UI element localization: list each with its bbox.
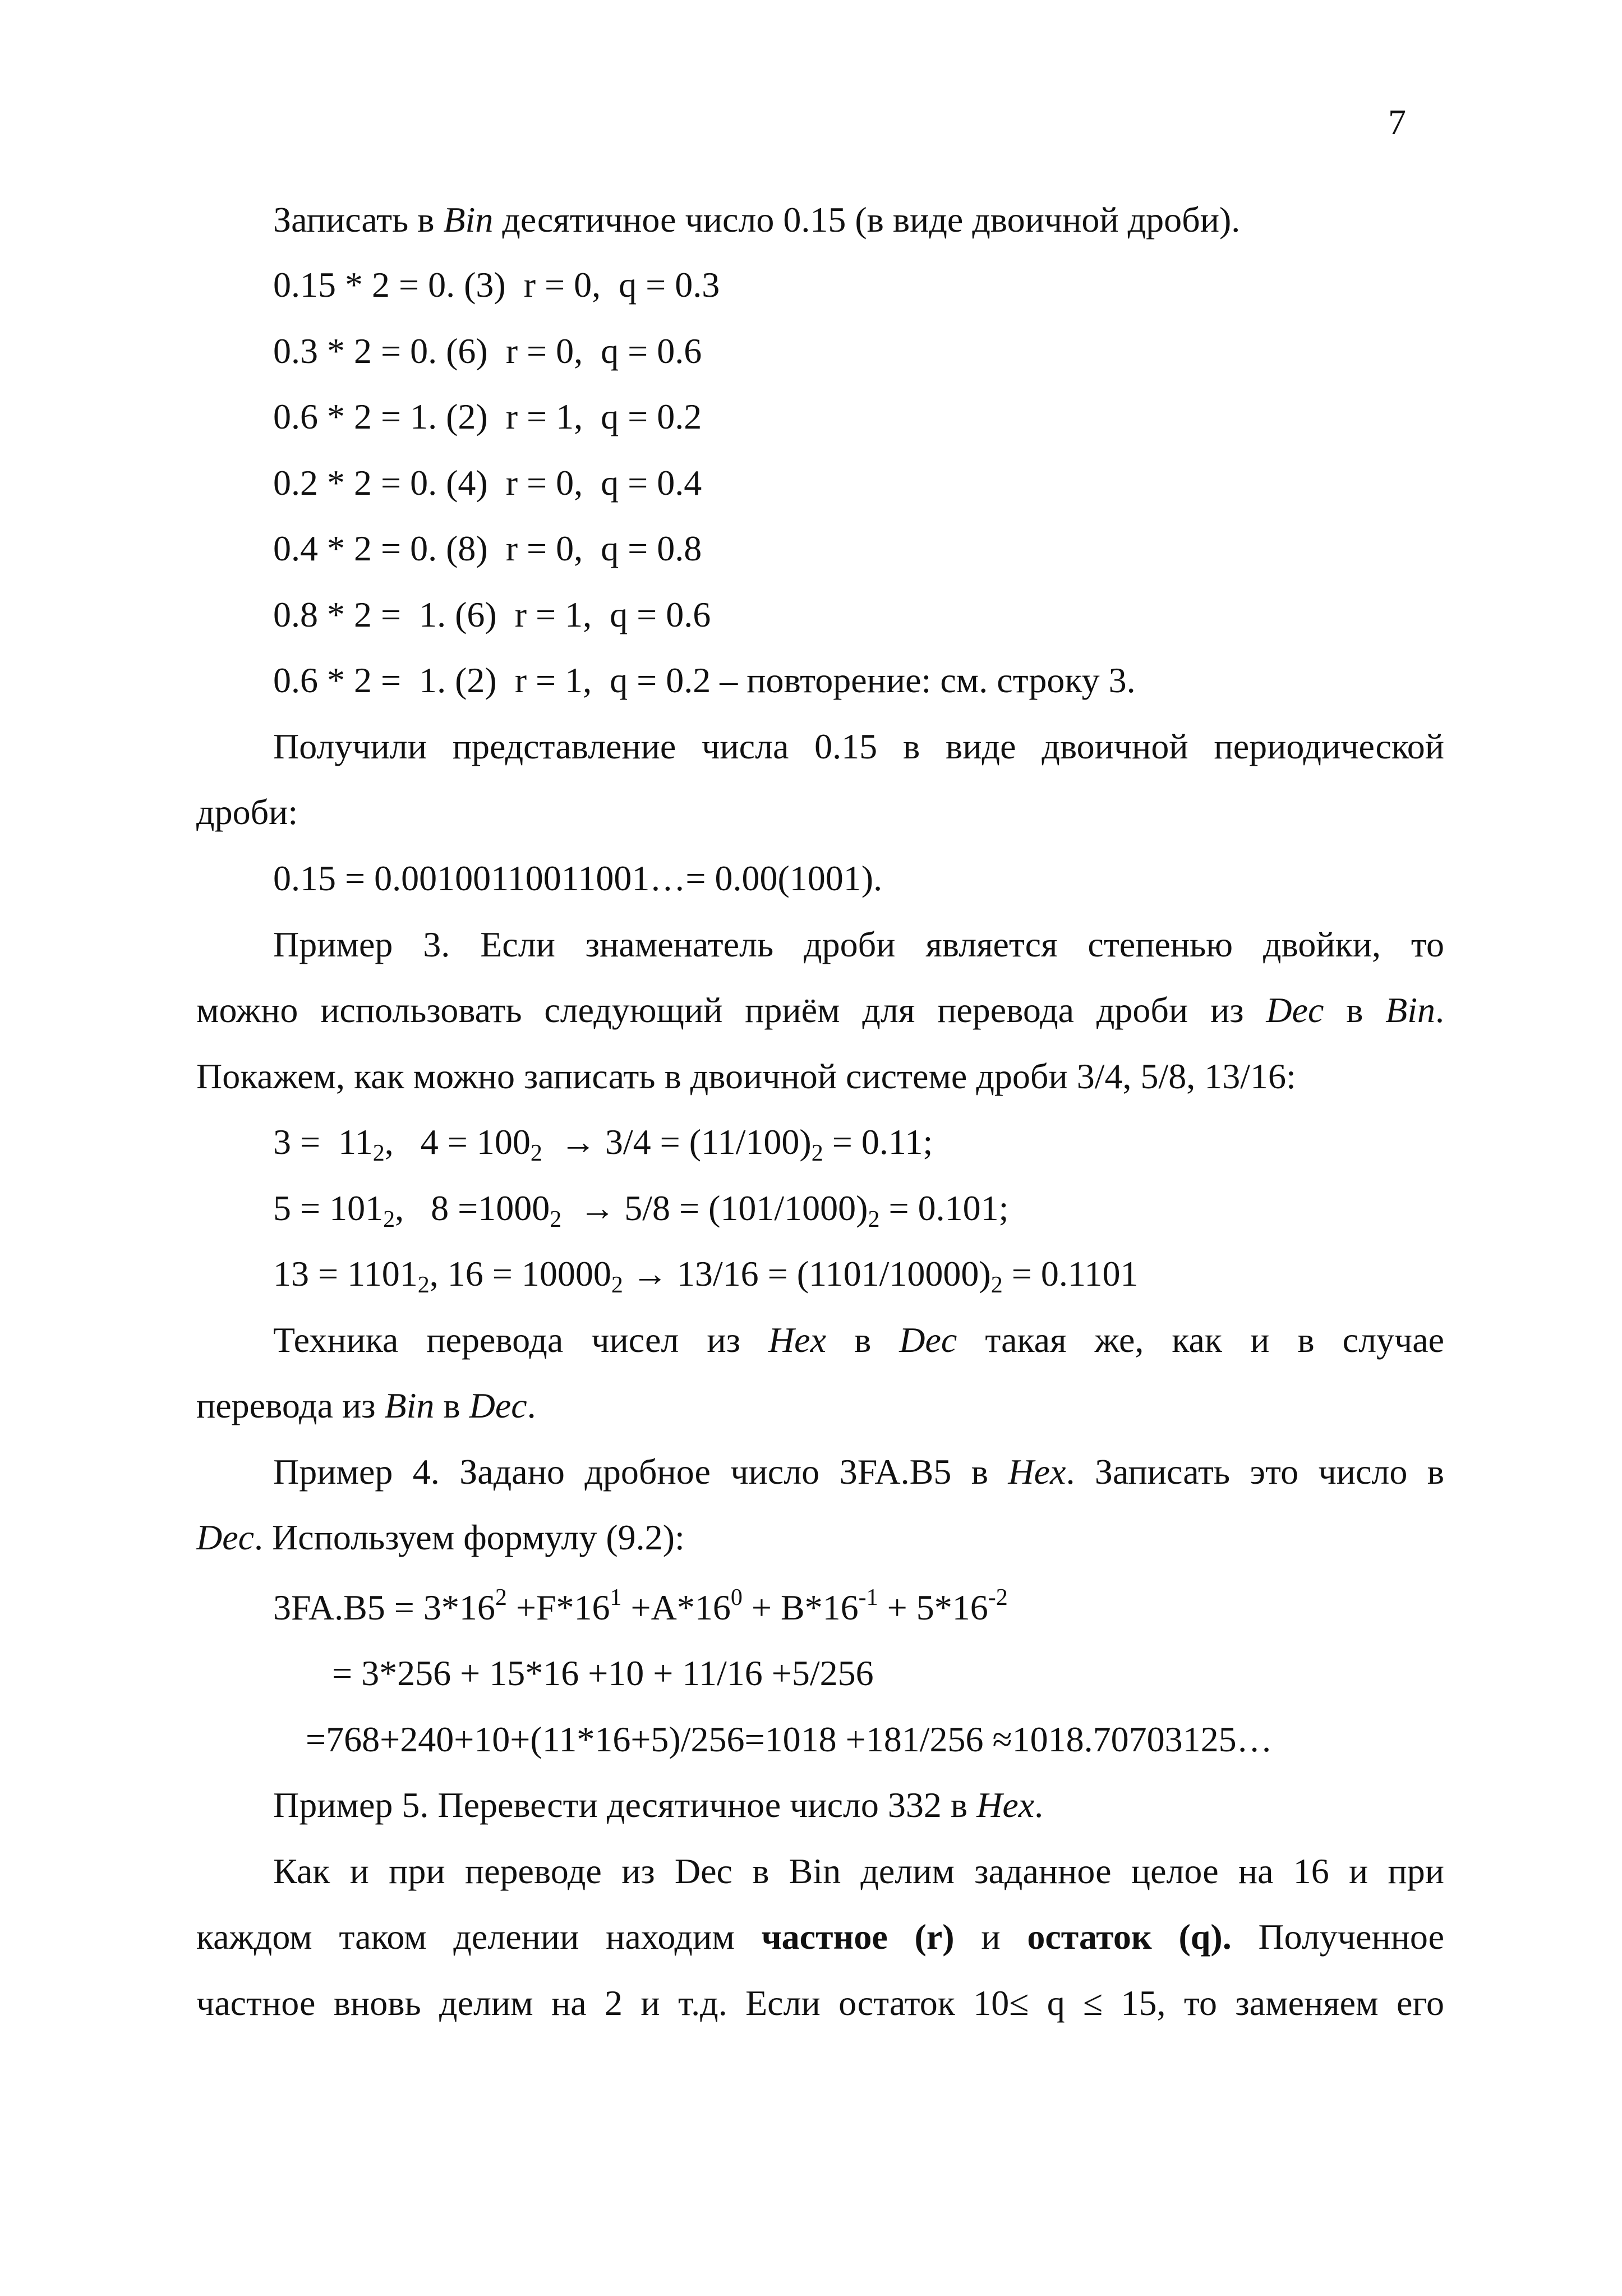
hex-expansion-step2: = 3*256 + 15*16 +10 + 11/16 +5/256 xyxy=(332,1653,874,1693)
example5-line1: Пример 5. Перевести десятичное число 332 в Hex. xyxy=(273,1785,1044,1825)
result-text-line2: дроби: xyxy=(196,792,298,832)
step-line: 0.8 * 2 = 1. (6) r = 1, q = 0.6 xyxy=(273,595,711,634)
step-line: 0.15 * 2 = 0. (3) r = 0, q = 0.3 xyxy=(273,265,720,305)
page-number: 7 xyxy=(1388,102,1406,142)
step-line: 0.4 * 2 = 0. (8) r = 0, q = 0.8 xyxy=(273,528,702,568)
para-line1: Как и при переводе из Dec в Bin делим заданное целое на 16 и при xyxy=(273,1851,1444,1891)
example4-line2: Dec. Используем формулу (9.2): xyxy=(196,1517,685,1557)
hex-expansion-step3: =768+240+10+(11*16+5)/256=1018 +181/256 ≈1018.70703125… xyxy=(306,1719,1273,1759)
step-line: 0.3 * 2 = 0. (6) r = 0, q = 0.6 xyxy=(273,331,702,371)
step-line: 0.2 * 2 = 0. (4) r = 0, q = 0.4 xyxy=(273,463,702,503)
step-line: 0.6 * 2 = 1. (2) r = 1, q = 0.2 – повторение: см. строку 3. xyxy=(273,660,1136,700)
task-intro: Записать в Bin десятичное число 0.15 (в виде двоичной дроби). xyxy=(273,200,1241,240)
example3-line1: Пример 3. Если знаменатель дроби является степенью двойки, то xyxy=(273,924,1444,964)
para-line3: частное вновь делим на 2 и т.д. Если остаток 10≤ q ≤ 15, то заменяем его xyxy=(196,1983,1444,2023)
para-line2: каждом таком делении находим частное (r) и остаток (q). Полученное xyxy=(196,1917,1445,1957)
step-line: 0.6 * 2 = 1. (2) r = 1, q = 0.2 xyxy=(273,397,702,436)
example3-line3: Покажем, как можно записать в двоичной системе дроби 3/4, 5/8, 13/16: xyxy=(196,1056,1296,1096)
result-formula: 0.15 = 0.00100110011001…= 0.00(1001). xyxy=(273,858,883,898)
binary-fraction-row: $3 = 11_2$, $4 = 100_2 \to 3/4 = (11/100)_2 = 0.11$; xyxy=(273,1122,933,1166)
technique-line1: Техника перевода чисел из Hex в Dec такая же, как и в случае xyxy=(273,1320,1444,1360)
binary-fraction-row: $13 = 1101_2$, $16 = 10000_2 \to 13/16 = (1101/10000)_2 = 0.1101$ xyxy=(273,1254,1139,1298)
result-text-line1: Получили представление числа 0.15 в виде двоичной периодической xyxy=(273,726,1444,766)
binary-fraction-row: $5 = 101_2$, $8 =1000_2 \to 5/8 = (101/1000)_2 = 0.101$; xyxy=(273,1188,1009,1232)
technique-line2: перевода из Bin в Dec. xyxy=(196,1386,536,1425)
example3-line2: можно использовать следующий приём для перевода дроби из Dec в Bin. xyxy=(196,990,1445,1030)
example4-line1: Пример 4. Задано дробное число 3FA.B5 в Hex. Записать это число в xyxy=(273,1452,1445,1492)
hex-expansion-formula: $3FA.B5 = 3*16^2 +F*16^1 +A*16^0 + B*16^{-1} + 5*16^{-2}$ xyxy=(273,1585,1008,1627)
